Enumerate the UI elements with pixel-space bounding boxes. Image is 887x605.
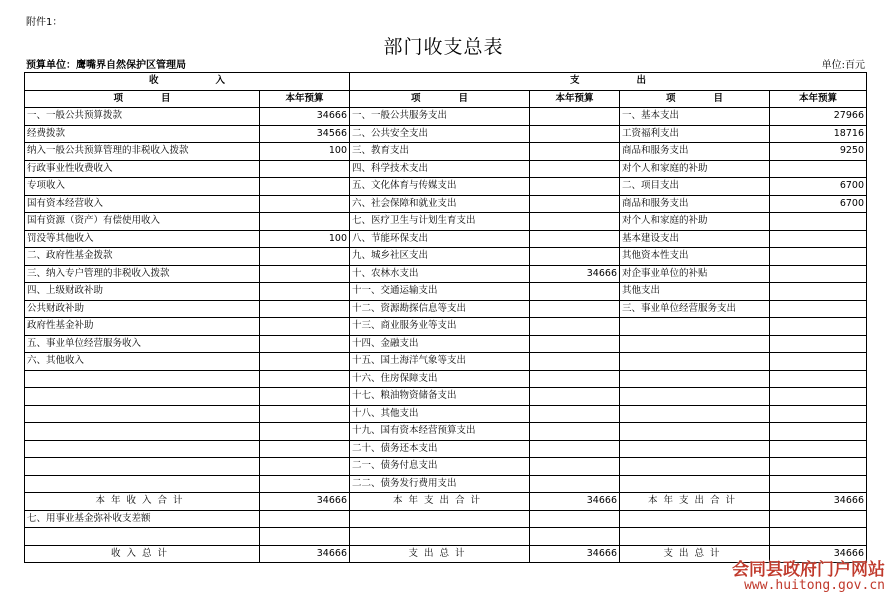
econ-value-cell bbox=[770, 335, 867, 353]
econ-budget-header: 本年预算 bbox=[770, 90, 867, 108]
income-item-cell: 行政事业性收费收入 bbox=[25, 160, 260, 178]
blank-row bbox=[25, 528, 867, 546]
grand-expense-total-value: 34666 bbox=[530, 545, 620, 563]
fund-gap-label: 七、用事业基金弥补收支差额 bbox=[25, 510, 260, 528]
econ-item-cell: 商品和服务支出 bbox=[620, 143, 770, 161]
year-total-row bbox=[25, 493, 867, 511]
empty-cell bbox=[260, 528, 350, 546]
table-row bbox=[25, 405, 867, 423]
expense-value-cell bbox=[530, 388, 620, 406]
econ-item-header: 项 目 bbox=[620, 90, 770, 108]
grand-expense-total-label: 支出总计 bbox=[350, 545, 530, 563]
expense-item-cell: 十一、交通运输支出 bbox=[350, 283, 530, 301]
econ-value-cell bbox=[770, 440, 867, 458]
econ-value-cell: 18716 bbox=[770, 125, 867, 143]
table-row bbox=[25, 318, 867, 336]
site-watermark bbox=[660, 555, 885, 593]
econ-item-cell bbox=[620, 353, 770, 371]
income-value-cell bbox=[260, 283, 350, 301]
expense-value-cell bbox=[530, 213, 620, 231]
econ-value-cell bbox=[770, 370, 867, 388]
econ-value-cell bbox=[770, 423, 867, 441]
table-row bbox=[25, 335, 867, 353]
currency-unit: 单位:百元 bbox=[821, 60, 865, 71]
year-econ-total-value: 34666 bbox=[770, 493, 867, 511]
econ-item-cell: 其他资本性支出 bbox=[620, 248, 770, 266]
income-value-cell bbox=[260, 160, 350, 178]
income-value-cell: 100 bbox=[260, 143, 350, 161]
income-item-cell: 二、政府性基金拨款 bbox=[25, 248, 260, 266]
year-expense-total-value: 34666 bbox=[530, 493, 620, 511]
attachment-label: 附件1： bbox=[26, 17, 63, 28]
income-item-cell bbox=[25, 388, 260, 406]
econ-value-cell bbox=[770, 475, 867, 493]
income-item-cell bbox=[25, 440, 260, 458]
expense-value-cell bbox=[530, 440, 620, 458]
income-item-cell bbox=[25, 475, 260, 493]
table-row bbox=[25, 265, 867, 283]
empty-cell bbox=[530, 528, 620, 546]
income-budget-header: 本年预算 bbox=[260, 90, 350, 108]
econ-value-cell bbox=[770, 265, 867, 283]
table-row bbox=[25, 248, 867, 266]
fund-gap-row bbox=[25, 510, 867, 528]
income-value-cell: 34666 bbox=[260, 108, 350, 126]
expense-value-cell bbox=[530, 335, 620, 353]
econ-item-cell: 工资福利支出 bbox=[620, 125, 770, 143]
income-item-cell bbox=[25, 405, 260, 423]
expense-item-cell: 十三、商业服务业等支出 bbox=[350, 318, 530, 336]
expense-value-cell bbox=[530, 475, 620, 493]
table-row bbox=[25, 178, 867, 196]
income-value-cell bbox=[260, 475, 350, 493]
table-row bbox=[25, 213, 867, 231]
econ-item-cell: 对企事业单位的补贴 bbox=[620, 265, 770, 283]
income-value-cell: 100 bbox=[260, 230, 350, 248]
income-item-cell: 经费拨款 bbox=[25, 125, 260, 143]
income-item-cell: 五、事业单位经营服务收入 bbox=[25, 335, 260, 353]
income-value-cell bbox=[260, 440, 350, 458]
expense-value-cell bbox=[530, 458, 620, 476]
section-header-row bbox=[25, 73, 867, 91]
econ-item-cell bbox=[620, 475, 770, 493]
expense-item-cell: 十、农林水支出 bbox=[350, 265, 530, 283]
income-item-cell: 政府性基金补助 bbox=[25, 318, 260, 336]
expense-section-header: 支 出 bbox=[350, 73, 867, 91]
expense-value-cell bbox=[530, 143, 620, 161]
econ-item-cell: 商品和服务支出 bbox=[620, 195, 770, 213]
income-item-cell: 三、纳入专户管理的非税收入拨款 bbox=[25, 265, 260, 283]
empty-cell bbox=[770, 528, 867, 546]
econ-item-cell: 其他支出 bbox=[620, 283, 770, 301]
income-value-cell bbox=[260, 195, 350, 213]
income-value-cell bbox=[260, 213, 350, 231]
income-value-cell bbox=[260, 353, 350, 371]
econ-item-cell bbox=[620, 458, 770, 476]
budget-summary-table bbox=[24, 72, 867, 563]
budget-unit: 预算单位：鹰嘴界自然保护区管理局 bbox=[26, 60, 186, 71]
table-row bbox=[25, 160, 867, 178]
income-item-cell bbox=[25, 458, 260, 476]
empty-cell bbox=[620, 528, 770, 546]
income-item-cell bbox=[25, 370, 260, 388]
econ-item-cell bbox=[620, 318, 770, 336]
expense-value-cell bbox=[530, 178, 620, 196]
expense-item-cell: 二二、债务发行费用支出 bbox=[350, 475, 530, 493]
table-row bbox=[25, 370, 867, 388]
income-value-cell bbox=[260, 318, 350, 336]
expense-item-cell: 十六、住房保障支出 bbox=[350, 370, 530, 388]
expense-value-cell bbox=[530, 353, 620, 371]
expense-item-cell: 九、城乡社区支出 bbox=[350, 248, 530, 266]
table-row bbox=[25, 300, 867, 318]
econ-item-cell: 对个人和家庭的补助 bbox=[620, 160, 770, 178]
income-value-cell bbox=[260, 265, 350, 283]
expense-value-cell bbox=[530, 405, 620, 423]
income-item-cell: 国有资源（资产）有偿使用收入 bbox=[25, 213, 260, 231]
empty-cell bbox=[350, 528, 530, 546]
income-item-cell: 公共财政补助 bbox=[25, 300, 260, 318]
column-header-row bbox=[25, 90, 867, 108]
income-value-cell bbox=[260, 388, 350, 406]
expense-item-cell: 六、社会保障和就业支出 bbox=[350, 195, 530, 213]
table-row bbox=[25, 195, 867, 213]
watermark-site-name: 会同县政府门户网站 bbox=[732, 560, 885, 580]
empty-cell bbox=[350, 510, 530, 528]
expense-item-cell: 三、教育支出 bbox=[350, 143, 530, 161]
income-value-cell bbox=[260, 248, 350, 266]
econ-value-cell bbox=[770, 248, 867, 266]
expense-item-cell: 十二、资源勘探信息等支出 bbox=[350, 300, 530, 318]
econ-value-cell: 6700 bbox=[770, 178, 867, 196]
econ-value-cell bbox=[770, 283, 867, 301]
income-value-cell bbox=[260, 458, 350, 476]
econ-value-cell bbox=[770, 230, 867, 248]
grand-income-total-label: 收入总计 bbox=[25, 545, 260, 563]
income-value-cell bbox=[260, 300, 350, 318]
econ-item-cell bbox=[620, 405, 770, 423]
income-item-cell: 一、一般公共预算拨款 bbox=[25, 108, 260, 126]
expense-value-cell bbox=[530, 230, 620, 248]
econ-item-cell: 一、基本支出 bbox=[620, 108, 770, 126]
income-item-header: 项 目 bbox=[25, 90, 260, 108]
econ-value-cell bbox=[770, 353, 867, 371]
income-value-cell: 34566 bbox=[260, 125, 350, 143]
table-row bbox=[25, 125, 867, 143]
expense-item-cell: 十九、国有资本经营预算支出 bbox=[350, 423, 530, 441]
income-value-cell bbox=[260, 335, 350, 353]
year-econ-total-label: 本年支出合计 bbox=[620, 493, 770, 511]
income-value-cell bbox=[260, 370, 350, 388]
expense-value-cell bbox=[530, 108, 620, 126]
table-row bbox=[25, 475, 867, 493]
econ-value-cell bbox=[770, 160, 867, 178]
expense-value-cell bbox=[530, 160, 620, 178]
year-income-total-value: 34666 bbox=[260, 493, 350, 511]
table-row bbox=[25, 143, 867, 161]
econ-value-cell bbox=[770, 213, 867, 231]
table-row bbox=[25, 423, 867, 441]
expense-value-cell: 34666 bbox=[530, 265, 620, 283]
econ-item-cell: 二、项目支出 bbox=[620, 178, 770, 196]
empty-cell bbox=[620, 510, 770, 528]
income-item-cell: 罚没等其他收入 bbox=[25, 230, 260, 248]
empty-cell bbox=[530, 510, 620, 528]
econ-value-cell bbox=[770, 318, 867, 336]
expense-value-cell bbox=[530, 125, 620, 143]
econ-value-cell bbox=[770, 405, 867, 423]
econ-item-cell bbox=[620, 335, 770, 353]
fund-gap-value bbox=[260, 510, 350, 528]
expense-item-cell: 一、一般公共服务支出 bbox=[350, 108, 530, 126]
table-row bbox=[25, 108, 867, 126]
expense-item-cell: 二一、债务付息支出 bbox=[350, 458, 530, 476]
empty-cell bbox=[25, 528, 260, 546]
table-row bbox=[25, 440, 867, 458]
expense-item-cell: 十七、粮油物资储备支出 bbox=[350, 388, 530, 406]
year-expense-total-label: 本年支出合计 bbox=[350, 493, 530, 511]
income-item-cell bbox=[25, 423, 260, 441]
expense-item-cell: 四、科学技术支出 bbox=[350, 160, 530, 178]
expense-value-cell bbox=[530, 318, 620, 336]
expense-item-cell: 十四、金融支出 bbox=[350, 335, 530, 353]
expense-value-cell bbox=[530, 370, 620, 388]
expense-budget-header: 本年预算 bbox=[530, 90, 620, 108]
expense-item-cell: 八、节能环保支出 bbox=[350, 230, 530, 248]
econ-value-cell bbox=[770, 458, 867, 476]
page-title: 部门收支总表 bbox=[383, 36, 504, 58]
empty-cell bbox=[770, 510, 867, 528]
income-item-cell: 纳入一般公共预算管理的非税收入拨款 bbox=[25, 143, 260, 161]
econ-value-cell: 27966 bbox=[770, 108, 867, 126]
grand-income-total-value: 34666 bbox=[260, 545, 350, 563]
table-row bbox=[25, 458, 867, 476]
econ-value-cell: 9250 bbox=[770, 143, 867, 161]
expense-item-cell: 二、公共安全支出 bbox=[350, 125, 530, 143]
econ-item-cell: 对个人和家庭的补助 bbox=[620, 213, 770, 231]
watermark-url: www.huitong.gov.cn bbox=[744, 578, 885, 593]
income-value-cell bbox=[260, 423, 350, 441]
econ-item-cell bbox=[620, 388, 770, 406]
econ-item-cell bbox=[620, 423, 770, 441]
econ-value-cell bbox=[770, 300, 867, 318]
expense-item-cell: 十五、国土海洋气象等支出 bbox=[350, 353, 530, 371]
expense-value-cell bbox=[530, 423, 620, 441]
income-item-cell: 国有资本经营收入 bbox=[25, 195, 260, 213]
income-value-cell bbox=[260, 405, 350, 423]
year-income-total-label: 本年收入合计 bbox=[25, 493, 260, 511]
expense-item-cell: 十八、其他支出 bbox=[350, 405, 530, 423]
table-row bbox=[25, 353, 867, 371]
income-item-cell: 专项收入 bbox=[25, 178, 260, 196]
grand-econ-total-label: 支出总计 bbox=[620, 545, 770, 563]
grand-econ-total-value: 34666 bbox=[770, 545, 867, 563]
econ-item-cell bbox=[620, 370, 770, 388]
expense-item-cell: 五、文化体育与传媒支出 bbox=[350, 178, 530, 196]
expense-value-cell bbox=[530, 195, 620, 213]
expense-value-cell bbox=[530, 248, 620, 266]
econ-value-cell bbox=[770, 388, 867, 406]
econ-item-cell: 三、事业单位经营服务支出 bbox=[620, 300, 770, 318]
econ-item-cell bbox=[620, 440, 770, 458]
table-row bbox=[25, 230, 867, 248]
expense-value-cell bbox=[530, 300, 620, 318]
income-item-cell: 六、其他收入 bbox=[25, 353, 260, 371]
expense-value-cell bbox=[530, 283, 620, 301]
table-row bbox=[25, 388, 867, 406]
econ-item-cell: 基本建设支出 bbox=[620, 230, 770, 248]
econ-value-cell: 6700 bbox=[770, 195, 867, 213]
income-item-cell: 四、上级财政补助 bbox=[25, 283, 260, 301]
expense-item-header: 项 目 bbox=[350, 90, 530, 108]
expense-item-cell: 二十、债务还本支出 bbox=[350, 440, 530, 458]
expense-item-cell: 七、医疗卫生与计划生育支出 bbox=[350, 213, 530, 231]
income-section-header: 收 入 bbox=[25, 73, 350, 91]
table-row bbox=[25, 283, 867, 301]
income-value-cell bbox=[260, 178, 350, 196]
